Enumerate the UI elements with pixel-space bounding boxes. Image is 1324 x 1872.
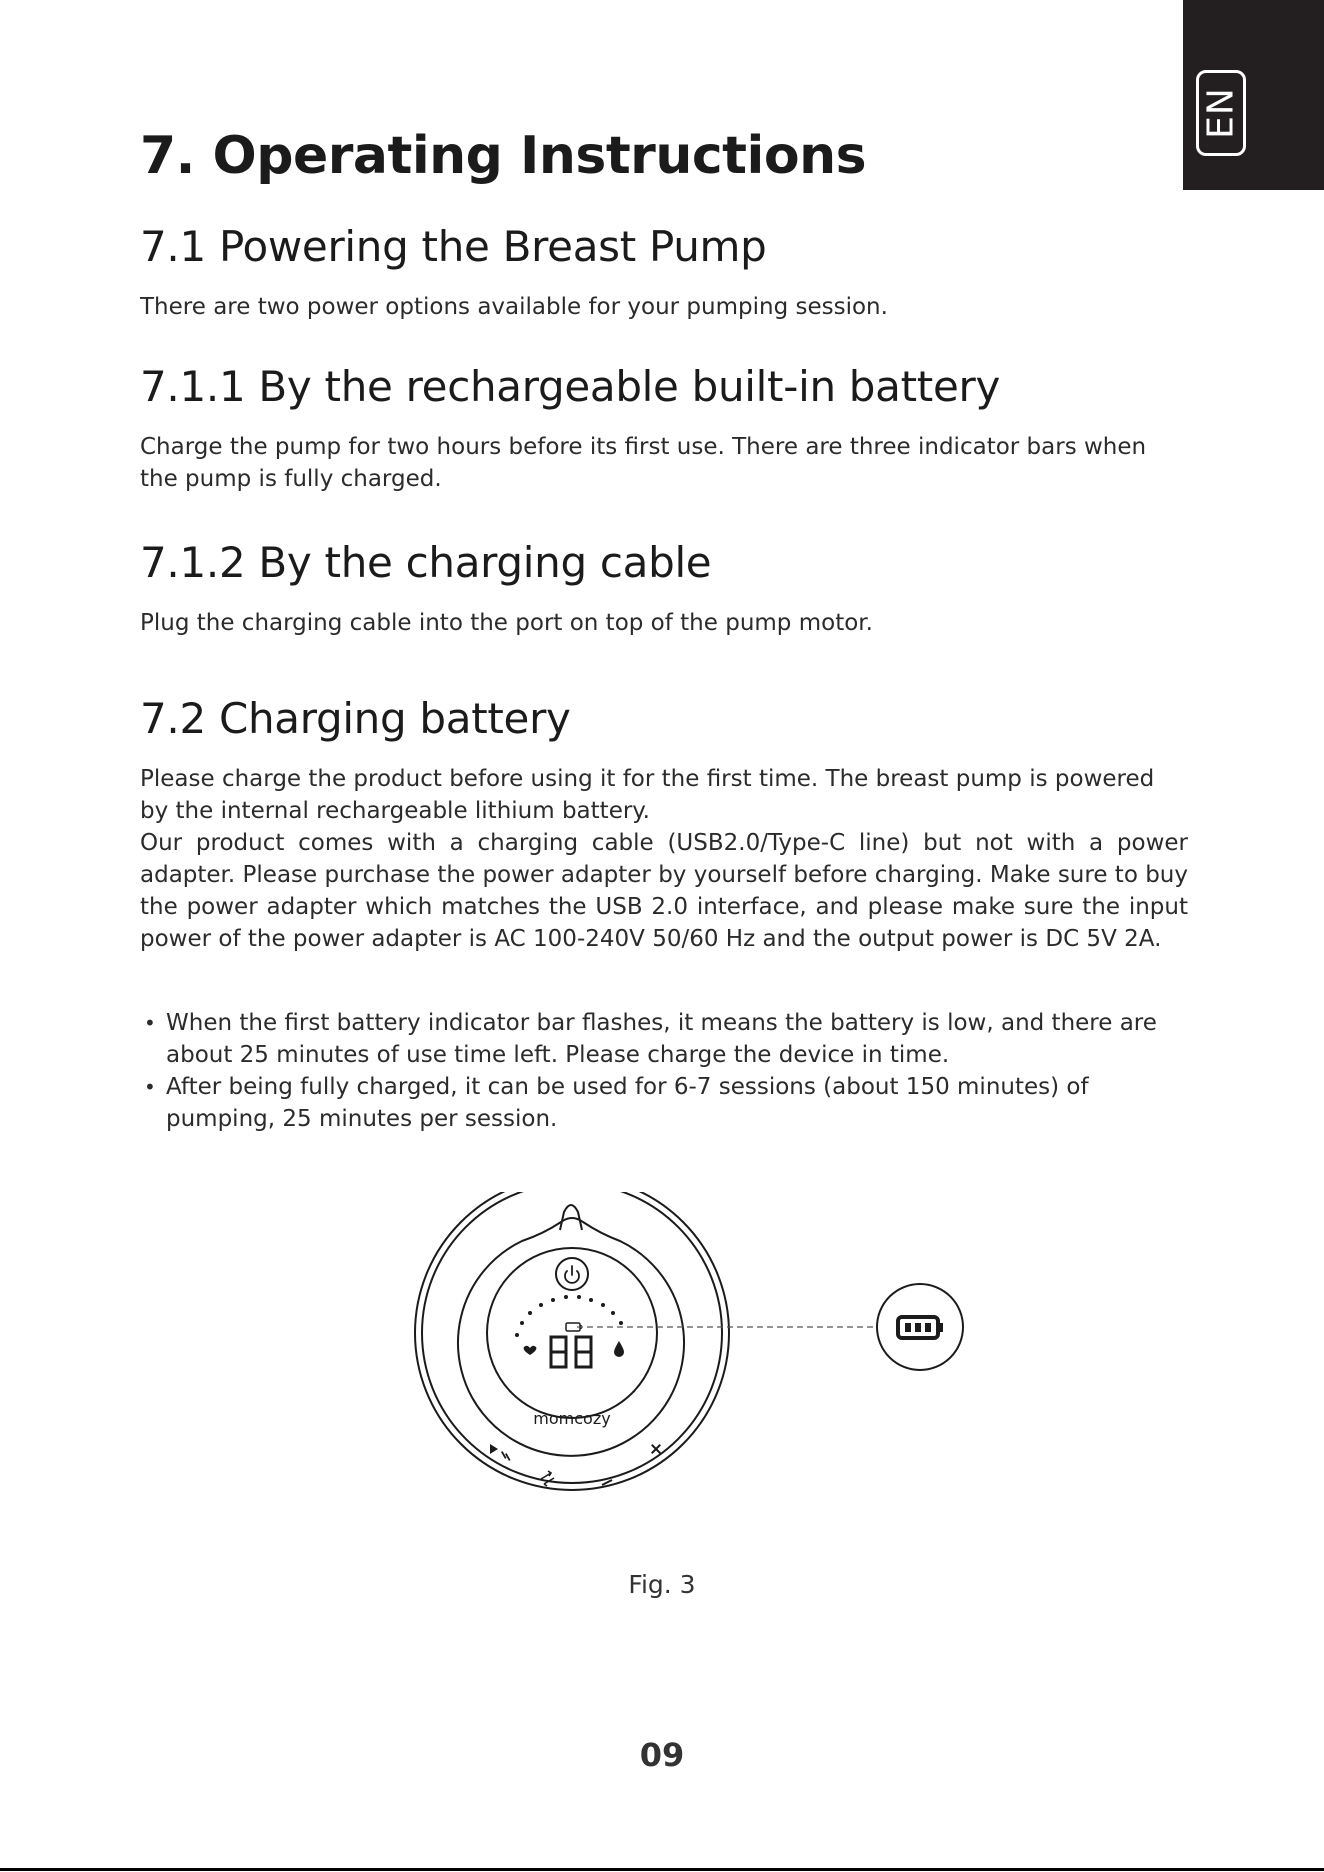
page-title: 7. Operating Instructions: [140, 126, 867, 186]
brand-logo: momcozy: [533, 1409, 611, 1428]
power-icon: [565, 1266, 579, 1283]
heading-7-2: 7.2 Charging battery: [140, 694, 571, 743]
heading-7-1-1: 7.1.1 By the rechargeable built-in battery: [140, 362, 1001, 411]
plus-icon: [648, 1441, 665, 1458]
drop-icon: [614, 1341, 624, 1357]
paragraph-7-2-adapter: Our product comes with a charging cable (USB2.0/Type-C line) but not with a power adapter. Please purchase the power adapter by yourself before charging. Make sure to buy the power adapter which matches the USB 2.0 interface, and please make sure the input power of the power adapter is AC 100-240V 50/60 Hz and the output power is DC 5V 2A.: [140, 830, 1188, 952]
seven-segment-display: [551, 1337, 591, 1367]
language-label: EN: [1200, 87, 1242, 139]
bottom-divider: [0, 1868, 1324, 1871]
play-pause-icon: [490, 1444, 511, 1461]
paragraph-7-2-intro: Please charge the product before using it for the first time. The breast pump is powered by the internal rechargeable lithium battery.: [140, 766, 1155, 824]
battery-bullet-list: [140, 1007, 1188, 1135]
outer-ring: [415, 1192, 729, 1490]
pump-diagram: [405, 1192, 985, 1562]
paragraph-7-1-2: Plug the charging cable into the port on top of the pump motor.: [140, 610, 873, 636]
heart-icon: [524, 1346, 537, 1355]
heading-7-1-2: 7.1.2 By the charging cable: [140, 538, 712, 587]
bullet-item: • When the first battery indicator bar flashes, it means the battery is low, and there are about 25 minutes of use time left. Please charge the device in time.: [140, 1007, 1188, 1071]
page-number: 09: [639, 1736, 685, 1774]
language-badge: [1196, 70, 1246, 156]
figure-caption: Fig. 3: [628, 1570, 696, 1599]
heading-7-1: 7.1 Powering the Breast Pump: [140, 222, 767, 271]
bullet-item: • After being fully charged, it can be used for 6-7 sessions (about 150 minutes) of pumping, 25 minutes per session.: [140, 1071, 1188, 1135]
paragraph-7-1-1: Charge the pump for two hours before its first use. There are three indicator bars when the pump is fully charged.: [140, 434, 1147, 492]
outer-ring-inner: [422, 1192, 722, 1483]
mode-switch-icon: [541, 1471, 554, 1486]
paragraph-7-1: There are two power options available for your pumping session.: [140, 294, 888, 320]
